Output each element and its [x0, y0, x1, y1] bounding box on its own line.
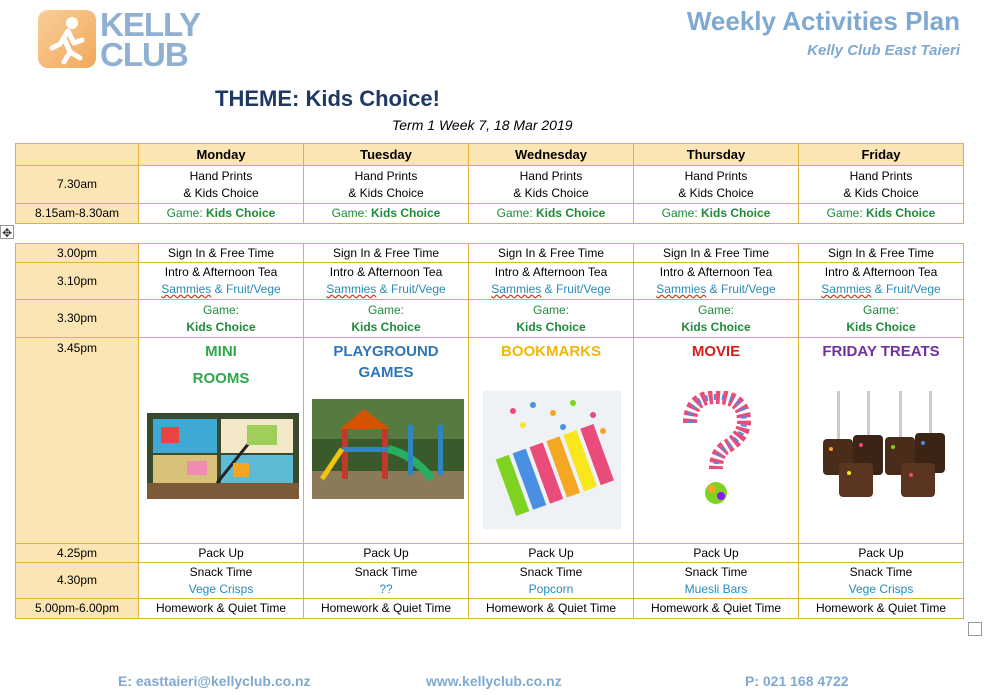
time-cell: 3.45pm — [16, 338, 139, 544]
game-name: Kids Choice — [371, 206, 441, 220]
snack-label: Snack Time — [354, 564, 418, 579]
activity-line — [636, 281, 796, 298]
game-cell — [799, 300, 964, 338]
activity-line: Hand Prints — [519, 168, 583, 183]
activity-cell: Homework & Quiet Time — [799, 599, 964, 619]
activity-line — [141, 281, 301, 298]
activity-title: MOVIE — [691, 342, 741, 360]
snack-cell — [799, 563, 964, 599]
snack-food: Muesli Bars — [684, 581, 748, 596]
day-header: Monday — [139, 144, 304, 166]
activity-line — [306, 281, 466, 298]
game-cell — [634, 300, 799, 338]
activity-cell — [469, 338, 634, 544]
game-prefix: Game: — [367, 302, 404, 317]
corner-cell — [16, 144, 139, 166]
activity-cell — [799, 263, 964, 300]
activity-title: ROOMS — [192, 369, 250, 387]
question-mark-image — [676, 391, 756, 511]
activity-line — [471, 281, 631, 298]
game-name: Kids Choice — [681, 319, 751, 334]
day-header: Tuesday — [304, 144, 469, 166]
activity-line: Intro & Afternoon Tea — [164, 265, 278, 279]
activity-cell — [469, 263, 634, 300]
activity-cell — [139, 166, 304, 204]
day-header: Wednesday — [469, 144, 634, 166]
table-row — [16, 544, 964, 563]
activity-cell: Homework & Quiet Time — [139, 599, 304, 619]
activity-line: Intro & Afternoon Tea — [659, 265, 773, 279]
marshmallow-pops-image — [809, 391, 957, 501]
activity-title: FRIDAY TREATS — [822, 342, 940, 360]
activity-cell — [799, 166, 964, 204]
activity-cell: Homework & Quiet Time — [469, 599, 634, 619]
snack-cell — [634, 563, 799, 599]
footer-email: E: easttaieri@kellyclub.co.nz — [118, 673, 311, 689]
snack-cell — [304, 563, 469, 599]
time-cell: 5.00pm-6.00pm — [16, 599, 139, 619]
activity-cell: Pack Up — [634, 544, 799, 563]
activity-cell — [139, 338, 304, 544]
day-header: Friday — [799, 144, 964, 166]
activity-cell: Sign In & Free Time — [469, 244, 634, 263]
activity-title: BOOKMARKS — [501, 342, 601, 360]
activity-cell: Pack Up — [469, 544, 634, 563]
playground-image — [312, 399, 464, 499]
activity-line: Intro & Afternoon Tea — [824, 265, 938, 279]
activity-line: Hand Prints — [849, 168, 913, 183]
food-text: & Fruit/Vege — [706, 282, 776, 296]
table-row — [16, 263, 964, 300]
game-prefix: Game: — [166, 206, 206, 220]
activity-cell — [304, 263, 469, 300]
header-row — [16, 144, 964, 166]
activity-line: & Kids Choice — [843, 185, 919, 200]
time-cell: 7.30am — [16, 166, 139, 204]
game-prefix: Game: — [532, 302, 569, 317]
club-location: Kelly Club East Taieri — [807, 42, 960, 59]
game-name: Kids Choice — [186, 319, 256, 334]
game-name: Kids Choice — [701, 206, 771, 220]
time-cell: 8.15am-8.30am — [16, 204, 139, 224]
activity-cell: Sign In & Free Time — [799, 244, 964, 263]
activity-cell: Sign In & Free Time — [634, 244, 799, 263]
game-cell — [634, 204, 799, 224]
game-cell — [799, 204, 964, 224]
food-text: & Fruit/Vege — [871, 282, 941, 296]
table-row — [16, 166, 964, 204]
game-prefix: Game: — [697, 302, 734, 317]
game-cell — [304, 204, 469, 224]
activity-cell — [634, 166, 799, 204]
game-name: Kids Choice — [536, 206, 606, 220]
activity-cell — [304, 338, 469, 544]
activity-cell: Pack Up — [139, 544, 304, 563]
time-cell: 3.10pm — [16, 263, 139, 300]
snack-food: Popcorn — [528, 581, 574, 596]
table-move-handle-icon[interactable]: ✥ — [1, 226, 13, 240]
activity-cell: Pack Up — [304, 544, 469, 563]
activity-line — [801, 281, 961, 298]
game-prefix: Game: — [331, 206, 371, 220]
bookmarks-image — [483, 391, 621, 529]
misspelled-word: Sammies — [326, 282, 377, 296]
game-name: Kids Choice — [866, 206, 936, 220]
activity-line: Hand Prints — [189, 168, 253, 183]
misspelled-word: Sammies — [161, 282, 212, 296]
game-prefix: Game: — [661, 206, 701, 220]
activity-line: Intro & Afternoon Tea — [494, 265, 608, 279]
dollhouse-image — [147, 413, 299, 499]
activity-cell — [469, 166, 634, 204]
table-row — [16, 244, 964, 263]
activity-cell: Homework & Quiet Time — [634, 599, 799, 619]
day-header: Thursday — [634, 144, 799, 166]
activity-line: Hand Prints — [354, 168, 418, 183]
game-prefix: Game: — [496, 206, 536, 220]
snack-food: ?? — [379, 581, 393, 596]
game-prefix: Game: — [862, 302, 899, 317]
game-name: Kids Choice — [206, 206, 276, 220]
activity-line: & Kids Choice — [348, 185, 424, 200]
activity-cell: Homework & Quiet Time — [304, 599, 469, 619]
activity-title: PLAYGROUND — [333, 342, 439, 360]
activity-row — [16, 338, 964, 544]
activity-title: GAMES — [358, 363, 414, 381]
misspelled-word: Sammies — [656, 282, 707, 296]
activity-line: & Kids Choice — [678, 185, 754, 200]
misspelled-word: Sammies — [821, 282, 872, 296]
table-row — [16, 563, 964, 599]
activity-cell: Pack Up — [799, 544, 964, 563]
term-date: Term 1 Week 7, 18 Mar 2019 — [392, 117, 573, 133]
food-text: & Fruit/Vege — [211, 282, 281, 296]
theme-heading: THEME: Kids Choice! — [215, 86, 440, 111]
morning-schedule-table — [15, 143, 964, 224]
activity-line: Hand Prints — [684, 168, 748, 183]
table-resize-handle-icon[interactable] — [968, 622, 982, 636]
plan-title: Weekly Activities Plan — [686, 6, 960, 36]
snack-label: Snack Time — [684, 564, 748, 579]
footer-website: www.kellyclub.co.nz — [426, 673, 562, 689]
activity-cell — [634, 338, 799, 544]
activity-cell: Sign In & Free Time — [304, 244, 469, 263]
activity-line: Intro & Afternoon Tea — [329, 265, 443, 279]
activity-line: & Kids Choice — [183, 185, 259, 200]
game-prefix: Game: — [202, 302, 239, 317]
snack-cell — [139, 563, 304, 599]
snack-food: Vege Crisps — [848, 581, 914, 596]
table-row — [16, 300, 964, 338]
afternoon-schedule-table — [15, 243, 964, 619]
time-cell: 4.25pm — [16, 544, 139, 563]
game-cell — [469, 300, 634, 338]
time-cell: 3.30pm — [16, 300, 139, 338]
activity-cell: Sign In & Free Time — [139, 244, 304, 263]
activity-line: & Kids Choice — [513, 185, 589, 200]
game-cell — [304, 300, 469, 338]
activity-cell — [799, 338, 964, 544]
snack-cell — [469, 563, 634, 599]
kelly-club-logo — [38, 6, 201, 73]
game-cell — [139, 300, 304, 338]
snack-food: Vege Crisps — [188, 581, 254, 596]
snack-label: Snack Time — [189, 564, 253, 579]
game-name: Kids Choice — [846, 319, 916, 334]
game-cell — [469, 204, 634, 224]
food-text: & Fruit/Vege — [376, 282, 446, 296]
game-prefix: Game: — [826, 206, 866, 220]
time-cell: 3.00pm — [16, 244, 139, 263]
time-cell: 4.30pm — [16, 563, 139, 599]
activity-cell — [139, 263, 304, 300]
game-cell — [139, 204, 304, 224]
table-row — [16, 599, 964, 619]
snack-label: Snack Time — [519, 564, 583, 579]
logo-text-club: CLUB — [100, 36, 188, 73]
logo-text-kelly: KELLY — [100, 6, 201, 43]
snack-label: Snack Time — [849, 564, 913, 579]
food-text: & Fruit/Vege — [541, 282, 611, 296]
footer-phone: P: 021 168 4722 — [745, 673, 849, 689]
activity-cell — [634, 263, 799, 300]
game-name: Kids Choice — [351, 319, 421, 334]
running-child-icon — [38, 10, 96, 68]
activity-title: MINI — [205, 342, 237, 360]
game-name: Kids Choice — [516, 319, 586, 334]
activity-cell — [304, 166, 469, 204]
table-row — [16, 204, 964, 224]
misspelled-word: Sammies — [491, 282, 542, 296]
